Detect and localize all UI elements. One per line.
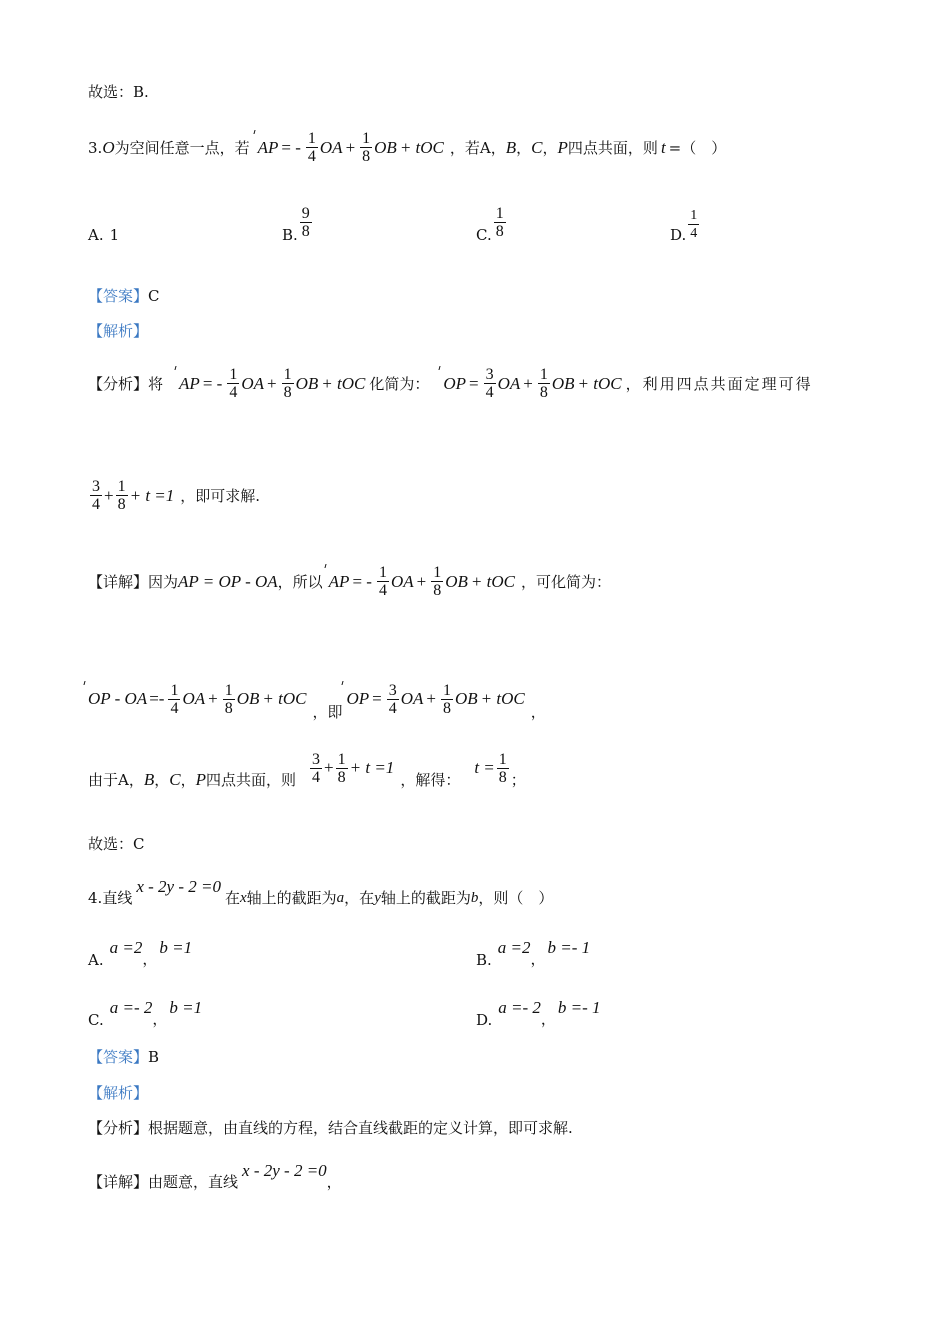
- q3-optc-den: 8: [495, 222, 504, 240]
- q3-detail-line2: [88, 676, 546, 722]
- q3-d3-a: A: [118, 771, 129, 789]
- q3-fx-f4: [538, 366, 550, 401]
- q3-d2-f3: [387, 682, 399, 717]
- q4-optd-sep: ，: [540, 1010, 556, 1028]
- q4-option-c[interactable]: [88, 986, 202, 1029]
- q3-frac2: [360, 130, 372, 165]
- q3-dt-f2n: 1: [433, 564, 442, 581]
- q3-c2: ，: [516, 138, 532, 157]
- q3-fx-eq: =: [469, 373, 479, 393]
- q3-fx-eqm: = -: [202, 373, 223, 393]
- q3-d2-f4d: 8: [442, 699, 451, 717]
- q4-number: 4.: [88, 889, 103, 907]
- q3-fenxi-line: [88, 366, 813, 401]
- q3-fx-oa2: OA: [497, 373, 521, 393]
- q3-frac1: [306, 130, 318, 165]
- q3-sum-line: [88, 478, 260, 513]
- q3-dt-f1d: 4: [378, 582, 387, 599]
- q3-text2: ，若: [449, 138, 480, 157]
- q3-fx-f1: [227, 366, 239, 401]
- q3-fx-f2: [282, 366, 294, 401]
- q3-d2-toc: + tOC: [262, 689, 307, 708]
- q4-stem: [88, 866, 553, 908]
- q3-optc-num: 1: [495, 204, 504, 222]
- q3-d3-f1d: 4: [312, 768, 321, 786]
- q3-analysis-tag: 【解析】: [88, 322, 149, 340]
- q3-c: C: [531, 137, 543, 157]
- q3-d3-f2n: 1: [337, 750, 346, 768]
- q3-optd-label: D.: [670, 226, 687, 244]
- q3-d2-f1n: 1: [170, 681, 179, 699]
- q3-optc-frac: [494, 205, 506, 240]
- q3-d3-c3: ，: [180, 771, 196, 789]
- q3-d2-plus: +: [208, 689, 218, 708]
- q3-fx-toc2: + tOC: [577, 373, 622, 393]
- q3-d3-f3d: 8: [498, 768, 507, 786]
- q3-frac1-num: 1: [307, 130, 316, 147]
- q3-youyu: 由于: [88, 771, 119, 789]
- q3-c3: ，: [542, 138, 558, 157]
- q4-opta-1: a =2: [109, 937, 143, 957]
- q3-dt-f2: [431, 564, 443, 599]
- q3-final-line: [88, 834, 144, 854]
- q4-detail-1: 由题意，直线: [148, 1173, 239, 1191]
- q3-fx-plus2: +: [523, 373, 533, 393]
- q3-sum-f2d: 8: [117, 496, 126, 513]
- q3-option-d[interactable]: [670, 204, 701, 244]
- q3-analysis-line: [88, 321, 148, 341]
- q3-fenxi-1: 将: [148, 374, 164, 393]
- q3-d2-eq: =: [372, 689, 382, 708]
- q3-number: 3.: [88, 138, 103, 157]
- q3-sum-tail: + t =1: [129, 485, 175, 505]
- q3-d2-comma: ，: [530, 703, 546, 721]
- q4-fenxi: 根据题意，由直线的方程，结合直线截距的定义计算，即可求解.: [148, 1119, 573, 1137]
- q3-d2-ob: OB: [236, 689, 260, 708]
- q3-fx-ob: OB: [295, 373, 319, 393]
- q3-d2-f4n: 1: [442, 681, 451, 699]
- q3-sum-f1d: 4: [92, 496, 100, 513]
- q4-analysis-line: [88, 1083, 148, 1103]
- q3-sum-f1n: 3: [92, 478, 100, 495]
- q4-optb-label: B.: [476, 950, 492, 969]
- q3-option-b[interactable]: [282, 200, 314, 244]
- q4-text3: 轴上的截距为: [246, 889, 337, 907]
- q3-d2-f1d: 4: [170, 699, 179, 717]
- q3-fenxi-3: ，利用四点共面定理可得: [625, 374, 813, 393]
- q4-opta-2: b =1: [159, 937, 193, 957]
- q4-a: a: [336, 890, 345, 906]
- q3-d2-f4: [441, 682, 453, 717]
- q3-fenxi-2: 化简为：: [369, 374, 430, 393]
- q3-semicolon: ；: [510, 771, 526, 789]
- q3-d2-oa: OA: [182, 689, 206, 708]
- q3-b: B: [505, 137, 517, 157]
- q4-optc-1: a =- 2: [109, 997, 153, 1017]
- q3-d3-c: C: [169, 770, 181, 789]
- q3-fx-f1n: 1: [229, 366, 238, 383]
- q3-detail-3: ，可化简为：: [520, 572, 611, 591]
- q4-text4: ，在: [344, 889, 375, 907]
- q3-d3-f1: [310, 751, 322, 786]
- q4-line-eq: x - 2y - 2 =0: [136, 877, 221, 896]
- q4-x: x: [239, 890, 247, 906]
- q3-a: A: [479, 138, 491, 157]
- q3-fx-op: OP: [443, 373, 466, 393]
- q4-answer-tag: 【答案】: [88, 1048, 149, 1066]
- q3-option-a[interactable]: [88, 226, 119, 244]
- q4-opta-sep: ，: [142, 950, 158, 968]
- q3-d2-ob2: OB: [454, 689, 478, 708]
- q4-optc-label: C.: [88, 1010, 104, 1029]
- q3-sum-f2n: 1: [117, 478, 126, 495]
- q4-optb-1: a =2: [497, 937, 531, 957]
- q3-d2-plus2: +: [426, 689, 436, 708]
- q3-d2-f2d: 8: [224, 699, 233, 717]
- q3-d2-f2: [223, 682, 235, 717]
- q4-answer: B: [148, 1048, 160, 1066]
- q3-frac2-num: 1: [362, 130, 371, 147]
- q3-dt-oa: OA: [390, 571, 414, 591]
- q3-answer: C: [148, 287, 160, 305]
- q3-detail-tag: 【详解】: [88, 572, 149, 591]
- q3-fx-plus: +: [266, 373, 277, 393]
- q3-optb-num: 9: [301, 204, 310, 222]
- q4-optc-sep: ，: [152, 1010, 168, 1028]
- q3-d2-oa2: OA: [400, 689, 424, 708]
- q3-ob: OB: [374, 137, 397, 157]
- q3-fx-toc: + tOC: [321, 373, 366, 393]
- q4-detail-line: [88, 1150, 342, 1192]
- q4-detail-tag: 【详解】: [88, 1173, 149, 1191]
- q4-detail-eq: x - 2y - 2 =0: [242, 1161, 327, 1180]
- q3-d2-op: OP: [346, 689, 370, 708]
- q3-c1: ，: [490, 138, 506, 157]
- q3-d3-f2: [336, 751, 348, 786]
- q4-analysis-tag: 【解析】: [88, 1084, 149, 1102]
- q3-eq-minus: = -: [281, 137, 301, 157]
- q4-fenxi-line: [88, 1118, 573, 1138]
- q3-d2-opoa: OP - OA: [88, 689, 148, 708]
- q4-b: b: [470, 890, 479, 906]
- q4-opta-label: A.: [88, 950, 104, 969]
- q4-option-d[interactable]: [476, 986, 601, 1029]
- q4-text2: 在: [224, 889, 240, 907]
- q3-point-o: O: [102, 137, 115, 157]
- q3-dt-ap: AP: [328, 571, 350, 591]
- q3-text3: 四点共面，则: [567, 138, 658, 157]
- q4-optb-2: b =- 1: [547, 937, 591, 957]
- q3-plus: +: [345, 137, 356, 157]
- q3-vec-ap: AP: [257, 137, 279, 157]
- q3-fx-f3: [484, 366, 496, 401]
- q3-opta-value: 1: [109, 226, 120, 244]
- q3-p: P: [557, 137, 568, 157]
- q3-d2-f1: [168, 682, 180, 717]
- q3-d3-f2d: 8: [337, 768, 346, 786]
- q3-dt-f1n: 1: [378, 564, 387, 581]
- q3-fx-oa: OA: [241, 373, 264, 393]
- q3-detail-1: 因为: [148, 572, 179, 591]
- q3-fx-f2n: 1: [283, 366, 292, 383]
- q3-detail-line: [88, 564, 611, 599]
- q3-frac1-den: 4: [307, 148, 316, 165]
- q3-d2-toc2: + tOC: [480, 689, 525, 708]
- q3-detail-2: ，所以: [277, 572, 323, 591]
- q3-stem: [88, 130, 726, 165]
- q3-dt-f2d: 8: [433, 582, 442, 599]
- q3-d3-c2: ，: [154, 771, 170, 789]
- q4-y: y: [374, 890, 381, 906]
- q3-dt-f1: [377, 564, 389, 599]
- q3-d3-teq: t =: [474, 758, 495, 777]
- q4-optd-label: D.: [476, 1010, 493, 1029]
- q3-optb-label: B.: [282, 226, 298, 244]
- q3-d3-c1: ，: [128, 771, 144, 789]
- q3-ji: ，即: [312, 703, 343, 721]
- q3-fx-ob2: OB: [551, 373, 575, 393]
- q3-d3-f1n: 3: [312, 750, 321, 768]
- q3-jiede: ，解得：: [400, 771, 461, 789]
- q4-optd-1: a =- 2: [498, 997, 541, 1017]
- q3-dt-plus: +: [416, 571, 427, 591]
- q3-fenxi-tag: 【分析】: [88, 374, 149, 393]
- q3-optd-frac: [688, 207, 699, 242]
- q4-text1: 直线: [102, 889, 133, 907]
- q4-optb-sep: ，: [530, 950, 546, 968]
- q4-option-b[interactable]: [476, 926, 590, 969]
- q3-fx-f3d: 4: [485, 384, 494, 401]
- q3-d3-b: B: [143, 770, 155, 789]
- q3-optd-den: 4: [690, 225, 698, 241]
- q3-detail-line3: [88, 750, 526, 790]
- q4-optc-2: b =1: [169, 997, 203, 1017]
- q3-d3-f3n: 1: [498, 750, 507, 768]
- q3-fenxi-4: ，即可求解.: [180, 486, 261, 505]
- q3-d3-plus: +: [324, 758, 334, 777]
- q3-detail-eq: AP = OP - OA: [178, 571, 278, 591]
- q3-text1: 为空间任意一点，若: [114, 138, 250, 157]
- q3-fx-ap: AP: [179, 373, 200, 393]
- q4-answer-line: [88, 1047, 159, 1067]
- q3-sum-f2: [116, 478, 128, 513]
- q4-option-a[interactable]: [88, 926, 192, 969]
- q3-optd-num: 1: [690, 207, 698, 223]
- q3-dt-eqm: = -: [352, 571, 372, 591]
- q4-fenxi-tag: 【分析】: [88, 1119, 149, 1137]
- q3-d2-eqm: =-: [149, 689, 165, 708]
- q3-fx-f1d: 4: [229, 384, 238, 401]
- q3-opta-label: A.: [88, 226, 104, 244]
- q3-frac2-den: 8: [362, 148, 371, 165]
- q3-sum-f1: [90, 478, 102, 513]
- q3-oa: OA: [319, 137, 343, 157]
- q3-answer-line: [88, 286, 160, 306]
- q3-fx-f4n: 1: [539, 366, 548, 383]
- q3-final: 故选：C: [88, 835, 145, 853]
- q3-option-c[interactable]: [476, 200, 508, 244]
- q3-fx-f4d: 8: [539, 384, 548, 401]
- q3-text4: =（ ）: [668, 138, 727, 157]
- q3-d3-p: P: [195, 770, 207, 789]
- q3-answer-tag: 【答案】: [88, 287, 149, 305]
- q3-optc-label: C.: [476, 226, 492, 244]
- prev-answer-line: [88, 82, 149, 102]
- q4-text6: ，则（ ）: [478, 889, 554, 907]
- q3-d2-f3n: 3: [388, 681, 397, 699]
- q4-optd-2: b =- 1: [557, 997, 601, 1017]
- q3-d3-tail: + t =1: [349, 758, 395, 777]
- q3-optb-frac: [300, 205, 312, 240]
- q3-fx-f2d: 8: [283, 384, 292, 401]
- q3-d2-f2n: 1: [224, 681, 233, 699]
- prev-answer: 故选：B.: [88, 83, 149, 101]
- q3-t: t: [660, 137, 666, 157]
- q4-text5: 轴上的截距为: [380, 889, 471, 907]
- q3-dt-toc: + tOC: [470, 571, 515, 591]
- q3-sum-plus: +: [104, 485, 114, 505]
- q3-toc: + tOC: [399, 137, 444, 157]
- q3-fx-f3n: 3: [485, 366, 494, 383]
- q3-d2-f3d: 4: [388, 699, 397, 717]
- q3-optb-den: 8: [301, 222, 310, 240]
- q3-d3-f3: [497, 751, 509, 786]
- q4-detail-comma: ，: [326, 1173, 342, 1191]
- q3-dt-ob: OB: [445, 571, 468, 591]
- q3-gong: 四点共面，则: [206, 771, 297, 789]
